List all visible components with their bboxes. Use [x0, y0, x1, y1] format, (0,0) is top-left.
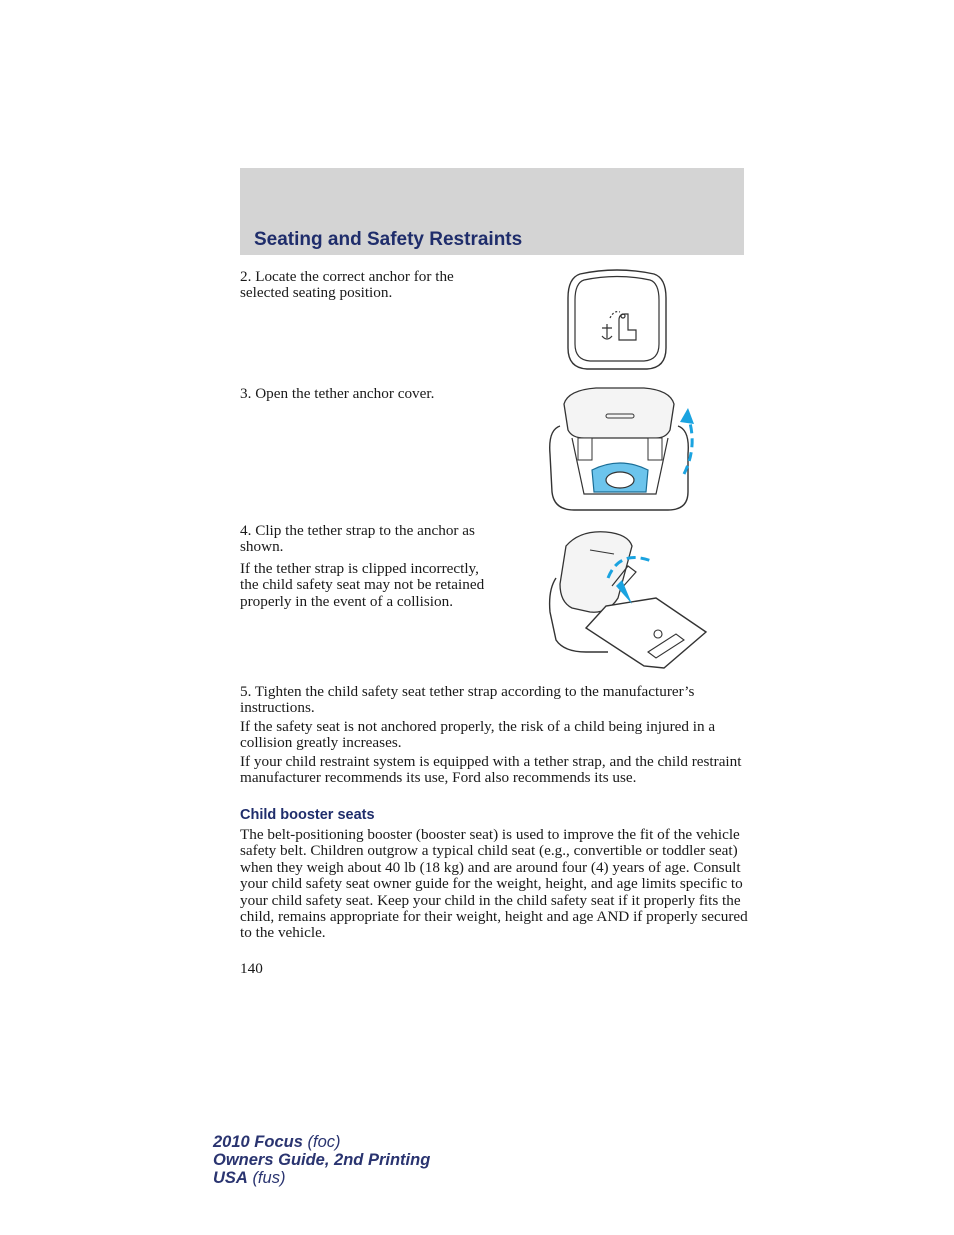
open-direction-arrow-icon [680, 408, 694, 474]
booster-seats-heading: Child booster seats [240, 807, 375, 823]
step-2-text: 2. Locate the correct anchor for the selected seating position. [240, 268, 454, 302]
section-header-bar [240, 168, 744, 255]
anchor-cover-closed-illustration [562, 268, 672, 372]
tether-clip-attached-illustration [546, 528, 712, 672]
footer-region-code: (fus) [252, 1169, 286, 1187]
anchor-cover-open-illustration [546, 384, 706, 514]
footer-model-code: (foc) [307, 1133, 341, 1151]
anchor-warning-text: If the safety seat is not anchored properly, the risk of a child being injured in a collision greatly increases. [240, 718, 716, 752]
step-5-text: 5. Tighten the child safety seat tether strap according to the manufacturer’s instructions. [240, 683, 695, 717]
tether-recommendation-text: If your child restraint system is equipped with a tether strap, and the child restraint manufacturer recommends its use, Ford also recommends its use. [240, 753, 742, 787]
footer-guide: Owners Guide, 2nd Printing [213, 1151, 431, 1169]
document-footer [213, 1133, 430, 1187]
footer-region: USA [213, 1169, 248, 1187]
step-3-text: 3. Open the tether anchor cover. [240, 385, 435, 402]
step-4-warning-text: If the tether strap is clipped incorrectly, the child safety seat may not be retained properly in the event of a collision. [240, 560, 485, 610]
section-title: Seating and Safety Restraints [254, 229, 523, 250]
step-4-text: 4. Clip the tether strap to the anchor as shown. [240, 522, 475, 556]
footer-model: 2010 Focus [213, 1133, 303, 1151]
child-seat-anchor-icon [602, 312, 636, 340]
booster-seats-body: The belt-positioning booster (booster seat) is used to improve the fit of the vehicle safety belt. Children outgrow a typical child seat (e.g., convertible or toddler seat) when they weigh about 40 lb (18 kg) and are around four (4) years of age. Consult your child safety seat owner guide for the weight, height, and age limits specific to your child safety seat. Keep your child in the child safety seat if it properly fits the child, remains appropriate for their weight, height and age AND if properly secured to the vehicle. [240, 826, 748, 942]
page-number: 140 [240, 960, 263, 977]
